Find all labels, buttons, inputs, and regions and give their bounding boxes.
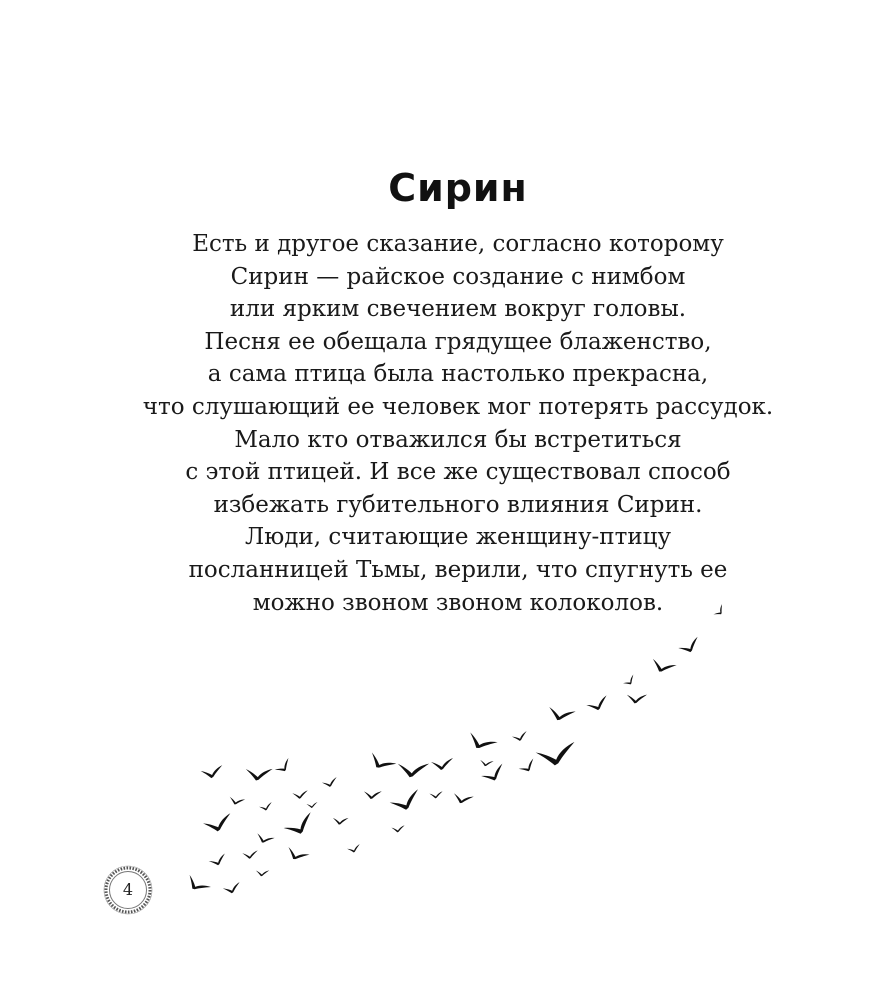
paragraph-line: с этой птицей. И все же существовал способ: [185, 459, 731, 486]
paragraph-line: Мало кто отважился бы встретиться: [234, 426, 682, 453]
paragraph-line: избежать губительного влияния Сирин.: [213, 491, 703, 518]
bird-icon: [626, 691, 647, 705]
bird-icon: [431, 758, 453, 770]
bird-icon: [292, 790, 307, 798]
bird-icon: [273, 758, 293, 775]
paragraph-line: Есть и другое сказание, согласно которому: [192, 231, 724, 257]
page-title: Сирин: [388, 166, 528, 210]
bird-icon: [284, 844, 309, 865]
bird-icon: [347, 844, 361, 853]
bird-icon: [244, 764, 272, 783]
bird-icon: [517, 758, 537, 774]
bird-icon: [622, 675, 637, 688]
bird-icon: [363, 788, 382, 801]
paragraph-line: что слушающий ее человек мог потерять рассудок.: [142, 393, 774, 420]
paragraph-line: или ярким свечением вокруг головы.: [229, 296, 687, 323]
bird-icon: [396, 758, 429, 780]
bird-icon: [480, 764, 507, 785]
bird-icon: [511, 731, 528, 742]
paragraph-line: можно звоном звоном колоколов.: [252, 589, 664, 616]
page-number: 4: [122, 880, 134, 899]
paragraph-line: а сама птица была настолько прекрасна,: [207, 361, 709, 388]
bird-icon: [184, 871, 211, 897]
bird-icon: [535, 742, 576, 767]
bird-icon: [479, 758, 494, 768]
page-number-badge: [103, 865, 153, 915]
bird-icon: [451, 790, 473, 807]
bird-icon: [202, 813, 233, 833]
bird-icon: [429, 791, 442, 798]
bird-icon: [677, 637, 702, 656]
bird-icon: [307, 802, 318, 808]
bird-icon: [208, 854, 227, 868]
paragraph-line: Песня ее обещала грядущее блаженство,: [204, 328, 712, 355]
bird-icon: [200, 765, 223, 779]
bird-icon: [649, 655, 677, 677]
bird-icon: [222, 882, 241, 895]
bird-icon: [712, 604, 727, 618]
bird-icon: [388, 789, 422, 813]
bird-icon: [366, 749, 396, 776]
bird-icon: [321, 777, 338, 788]
bird-icon: [282, 812, 317, 838]
bird-icon: [465, 728, 498, 756]
paragraph-line: Сирин — райское создание с нимбом: [230, 263, 686, 290]
bird-icon: [255, 868, 269, 877]
paragraph-line: Люди, считающие женщину-птицу: [245, 524, 671, 551]
paragraph-line: посланницей Тьмы, верили, что спугнуть ее: [188, 556, 728, 583]
bird-icon: [585, 695, 609, 712]
bird-icon: [228, 794, 245, 807]
bird-icon: [242, 850, 257, 858]
bird-icon: [546, 702, 576, 725]
bird-icon: [259, 802, 273, 811]
bird-icon: [391, 825, 404, 832]
bird-icon: [332, 815, 349, 826]
bird-icon: [255, 830, 275, 846]
